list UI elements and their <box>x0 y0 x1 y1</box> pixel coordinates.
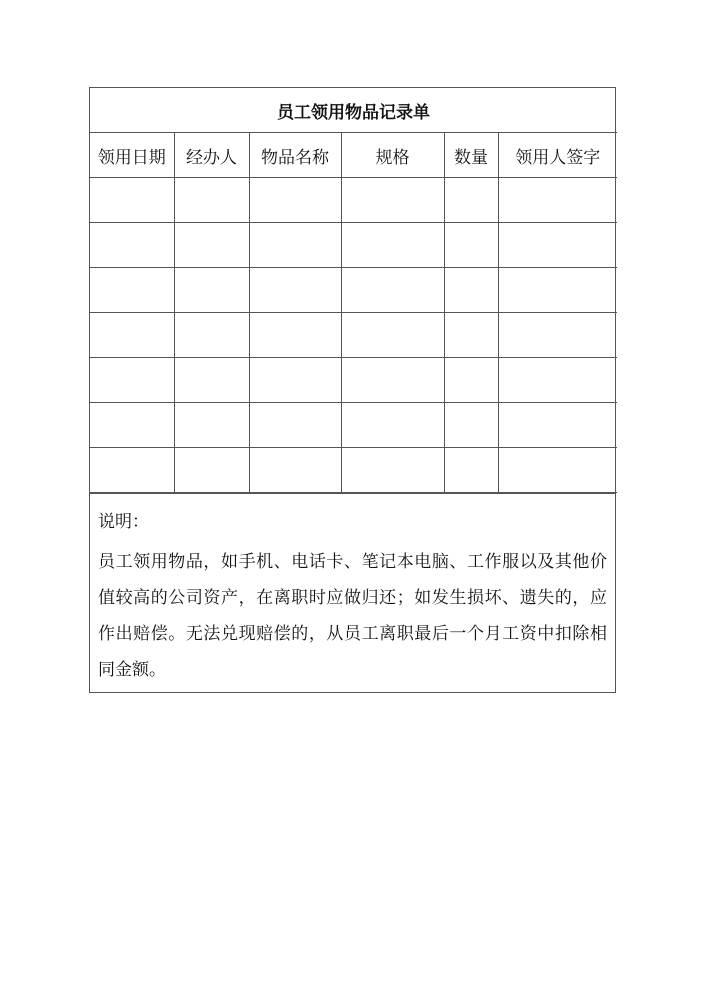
cell-date[interactable] <box>90 448 174 493</box>
cell-signature[interactable] <box>498 313 617 358</box>
cell-handler[interactable] <box>174 358 249 403</box>
cell-item-name[interactable] <box>249 313 341 358</box>
cell-date[interactable] <box>90 178 174 223</box>
cell-signature[interactable] <box>498 358 617 403</box>
cell-spec[interactable] <box>341 268 444 313</box>
table-row <box>90 403 617 448</box>
table-row <box>90 268 617 313</box>
cell-signature[interactable] <box>498 403 617 448</box>
cell-date[interactable] <box>90 268 174 313</box>
cell-spec[interactable] <box>341 313 444 358</box>
notes-text: 员工领用物品，如手机、电话卡、笔记本电脑、工作服以及其他价值较高的公司资产，在离职时应做归还；如发生损坏、遗失的，应作出赔偿。无法兑现赔偿的，从员工离职最后一个月工资中扣除相同金额。 <box>98 552 607 680</box>
cell-quantity[interactable] <box>444 448 498 493</box>
cell-handler[interactable] <box>174 268 249 313</box>
requisition-table <box>90 88 617 493</box>
form-title: 员工领用物品记录单 <box>90 88 617 133</box>
table-row <box>90 448 617 493</box>
cell-quantity[interactable] <box>444 223 498 268</box>
notes-section <box>90 493 615 692</box>
column-header-spec: 规格 <box>341 133 444 178</box>
table-body <box>90 178 617 493</box>
cell-spec[interactable] <box>341 178 444 223</box>
cell-handler[interactable] <box>174 313 249 358</box>
cell-date[interactable] <box>90 313 174 358</box>
cell-date[interactable] <box>90 358 174 403</box>
cell-quantity[interactable] <box>444 358 498 403</box>
cell-spec[interactable] <box>341 223 444 268</box>
notes-label: 说明： <box>98 512 149 532</box>
table-row <box>90 313 617 358</box>
column-header-item-name: 物品名称 <box>249 133 341 178</box>
table-row <box>90 358 617 403</box>
header-row <box>90 133 617 178</box>
cell-quantity[interactable] <box>444 178 498 223</box>
column-header-date: 领用日期 <box>90 133 174 178</box>
cell-signature[interactable] <box>498 448 617 493</box>
cell-item-name[interactable] <box>249 178 341 223</box>
cell-handler[interactable] <box>174 448 249 493</box>
cell-date[interactable] <box>90 223 174 268</box>
column-header-signature: 领用人签字 <box>498 133 617 178</box>
cell-spec[interactable] <box>341 358 444 403</box>
cell-item-name[interactable] <box>249 358 341 403</box>
cell-handler[interactable] <box>174 403 249 448</box>
cell-spec[interactable] <box>341 448 444 493</box>
cell-signature[interactable] <box>498 178 617 223</box>
item-requisition-form <box>89 87 616 693</box>
column-header-handler: 经办人 <box>174 133 249 178</box>
table-row <box>90 178 617 223</box>
cell-item-name[interactable] <box>249 223 341 268</box>
cell-quantity[interactable] <box>444 403 498 448</box>
table-row <box>90 223 617 268</box>
cell-signature[interactable] <box>498 268 617 313</box>
cell-spec[interactable] <box>341 403 444 448</box>
cell-date[interactable] <box>90 403 174 448</box>
cell-quantity[interactable] <box>444 268 498 313</box>
cell-quantity[interactable] <box>444 313 498 358</box>
cell-handler[interactable] <box>174 178 249 223</box>
cell-signature[interactable] <box>498 223 617 268</box>
cell-item-name[interactable] <box>249 448 341 493</box>
column-header-quantity: 数量 <box>444 133 498 178</box>
cell-item-name[interactable] <box>249 403 341 448</box>
cell-item-name[interactable] <box>249 268 341 313</box>
cell-handler[interactable] <box>174 223 249 268</box>
